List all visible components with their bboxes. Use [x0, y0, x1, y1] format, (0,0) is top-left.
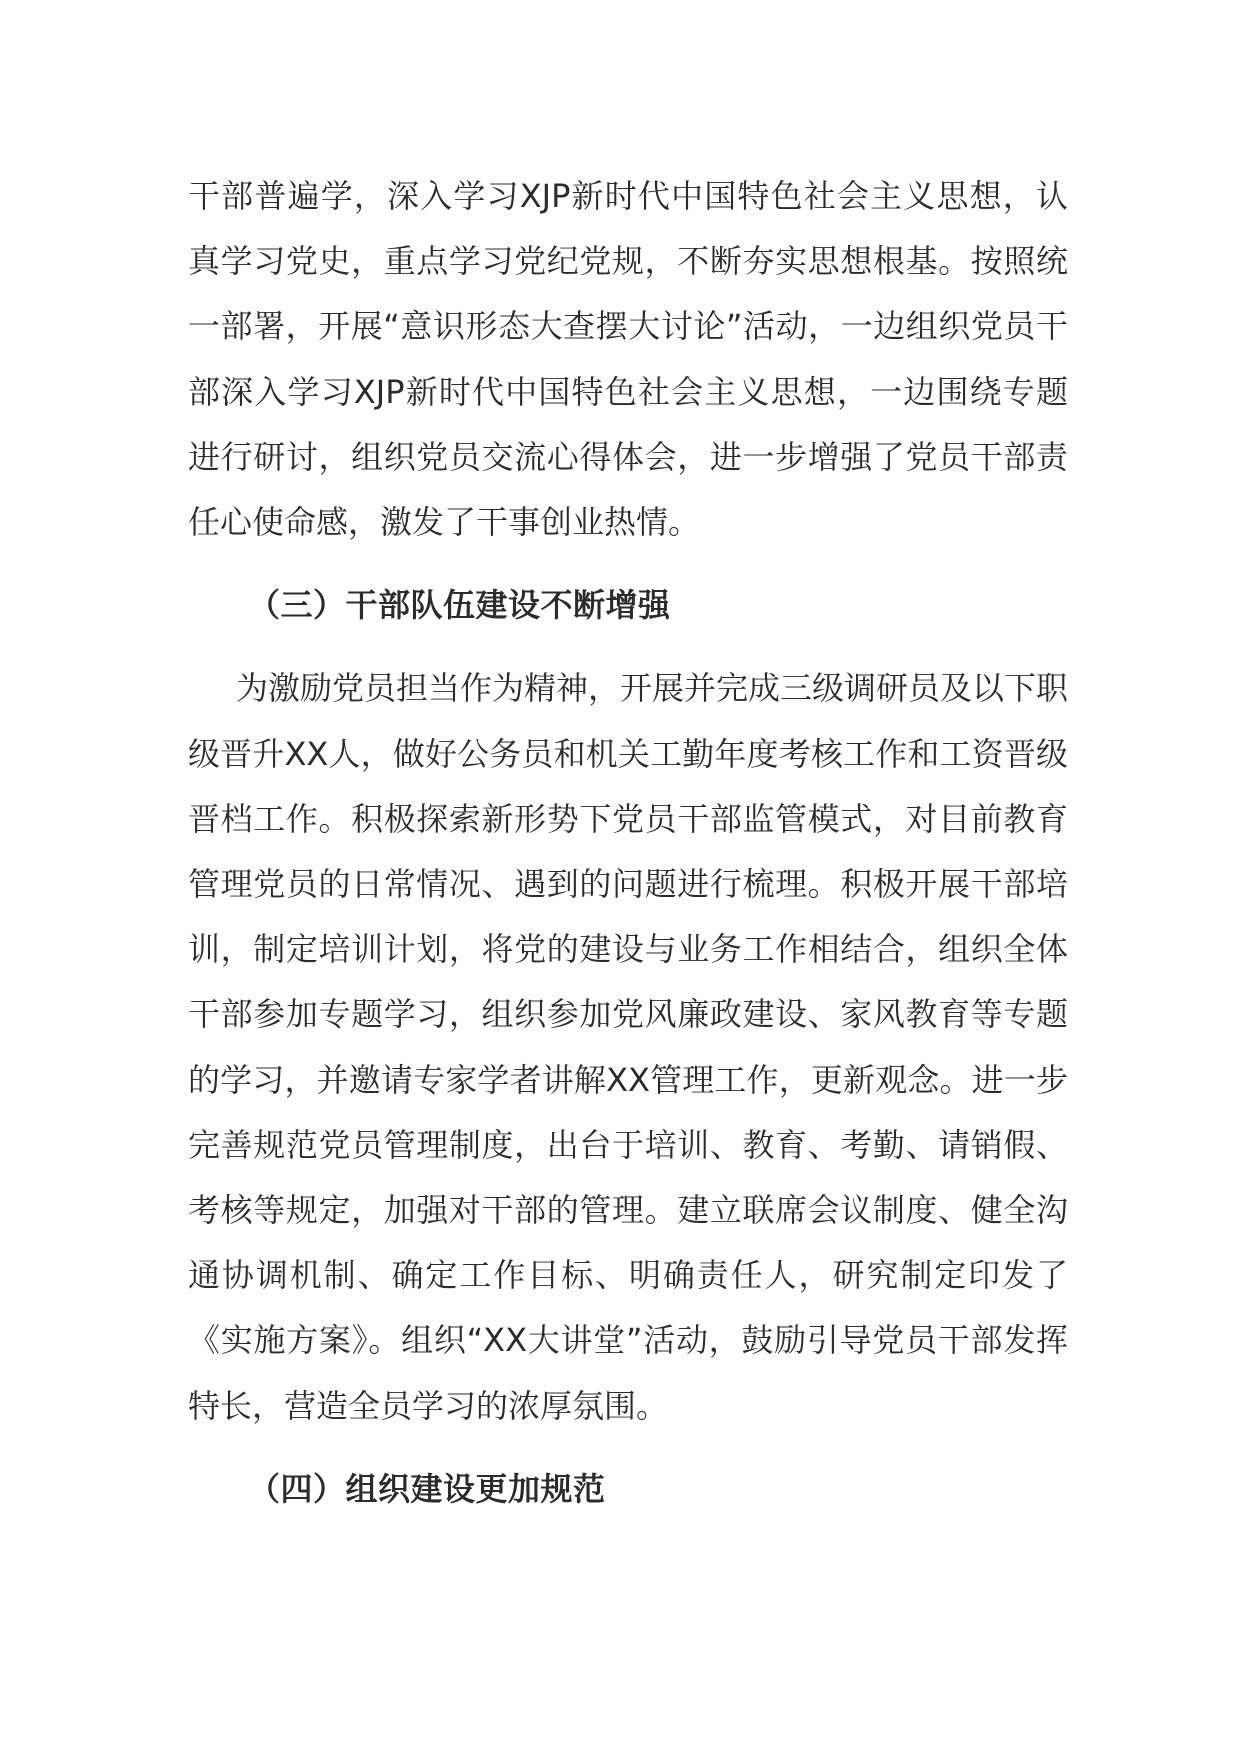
section-heading-4: （四）组织建设更加规范: [248, 1469, 606, 1508]
paragraph-cadre-team: 为激励党员担当作为精神，开展并完成三级调研员及以下职级晋升XX人，做好公务员和机关工勤年度考核工作和工资晋级晋档工作。积极探索新形势下党员干部监管模式，对目前教育管理党员的日常情况、遇到的问题进行梳理。积极开展干部培训，制定培训计划，将党的建设与业务工作相结合，组织全体干部参加专题学习，组织参加党风廉政建设、家风教育等专题的学习，并邀请专家学者讲解XX管理工作，更新观念。进一步完善规范党员管理制度，出台于培训、教育、考勤、请销假、考核等规定，加强对干部的管理。建立联席会议制度、健全沟通协调机制、确定工作目标、明确责任人，研究制定印发了《实施方案》。组织“XX大讲堂”活动，鼓励引导党员干部发挥特长，营造全员学习的浓厚氛围。: [188, 669, 1069, 1425]
section-heading-3: （三）干部队伍建设不断增强: [248, 586, 671, 625]
document-body: [188, 164, 1068, 1522]
paragraph-continued: 干部普遍学，深入学习XJP新时代中国特色社会主义思想，认真学习党史，重点学习党纪党规，不断夯实思想根基。按照统一部署，开展“意识形态大查摆大讨论”活动，一边组织党员干部深入学习XJP新时代中国特色社会主义思想，一边围绕专题进行研讨，组织党员交流心得体会，进一步增强了党员干部责任心使命感，激发了干事创业热情。: [188, 177, 1068, 542]
